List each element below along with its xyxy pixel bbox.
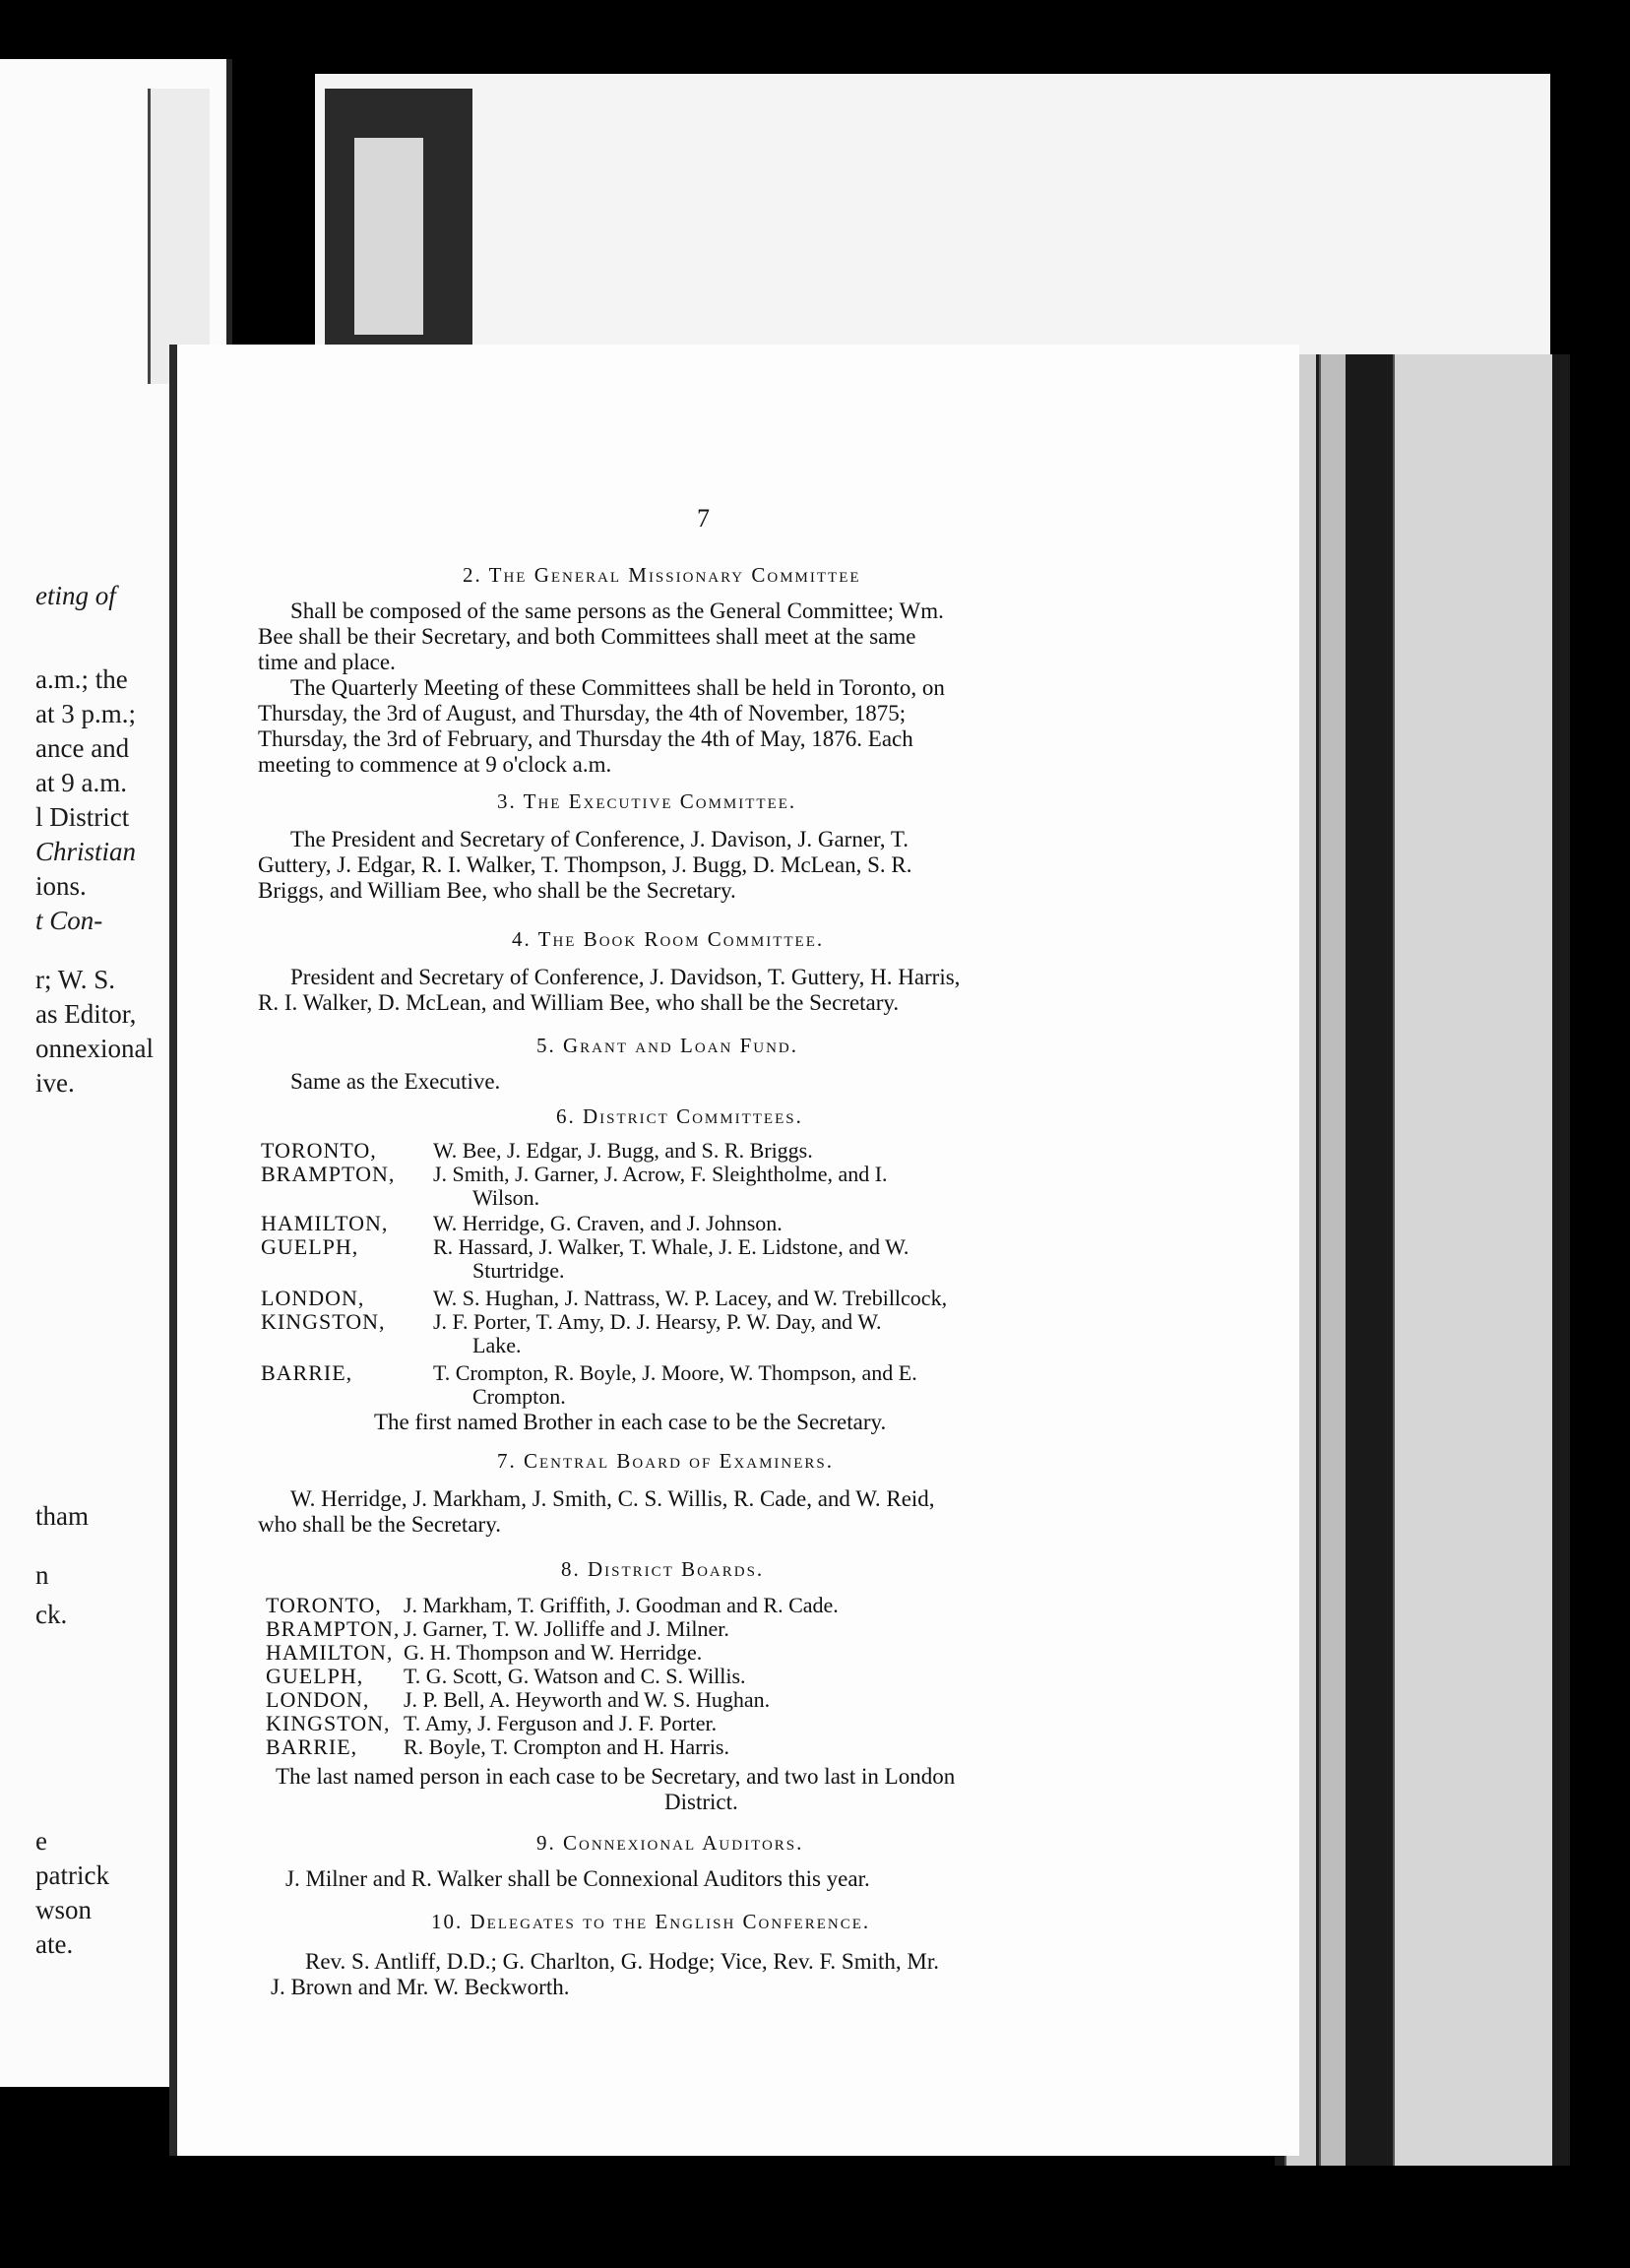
district-members: W. Bee, J. Edgar, J. Bugg, and S. R. Briggs. (433, 1138, 813, 1163)
text-line: Shall be composed of the same persons as the General Committee; Wm. (290, 598, 944, 623)
text-line: R. I. Walker, D. McLean, and William Bee, who shall be the Secretary. (258, 990, 900, 1015)
text-line: The Quarterly Meeting of these Committees shall be held in Toronto, on (290, 675, 945, 700)
section-heading: 6. District Committees. (556, 1104, 803, 1128)
text-line: J. Milner and R. Walker shall be Connexional Auditors this year. (285, 1866, 870, 1891)
left-fragment: at 3 p.m.; (35, 699, 136, 728)
main-page (169, 345, 1299, 2156)
district-members-continuation: Wilson. (472, 1185, 540, 1210)
district-members: J. F. Porter, T. Amy, D. J. Hearsy, P. W. Day, and W. (433, 1309, 882, 1334)
district-name: KINGSTON, (261, 1309, 386, 1334)
left-fragment: ate. (35, 1929, 74, 1959)
district-members-continuation: Lake. (472, 1333, 522, 1357)
left-fragment: ive. (35, 1068, 75, 1098)
district-name: HAMILTON, (261, 1211, 389, 1235)
left-fragment: at 9 a.m. (35, 768, 127, 797)
district-name: BRAMPTON, (266, 1616, 401, 1641)
section-heading: 2. The General Missionary Committee (463, 563, 861, 587)
district-members: R. Hassard, J. Walker, T. Whale, J. E. Lidstone, and W. (433, 1234, 909, 1259)
district-name: TORONTO, (266, 1593, 382, 1617)
district-members: J. Smith, J. Garner, J. Acrow, F. Sleightholme, and I. (433, 1162, 888, 1186)
section-note: The first named Brother in each case to be the Secretary. (374, 1410, 887, 1434)
section-heading: 9. Connexional Auditors. (536, 1831, 804, 1855)
text-line: Guttery, J. Edgar, R. I. Walker, T. Thompson, J. Bugg, D. McLean, S. R. (258, 852, 912, 877)
district-board-row (266, 1711, 717, 1735)
section-heading: 3. The Executive Committee. (497, 789, 797, 813)
left-fragment: l District (35, 802, 130, 832)
left-fragment: ck. (35, 1600, 68, 1629)
district-committee-row (261, 1360, 917, 1385)
left-fragment: patrick (35, 1860, 109, 1890)
page-number: 7 (697, 504, 710, 533)
district-members: R. Boyle, T. Crompton and H. Harris. (404, 1734, 729, 1759)
section-heading: 7. Central Board of Examiners. (497, 1449, 835, 1473)
text-line: Same as the Executive. (290, 1069, 501, 1094)
district-name: HAMILTON, (266, 1640, 394, 1665)
left-fragment: wson (35, 1895, 93, 1924)
district-committee-row (261, 1162, 888, 1186)
text-line: J. Brown and Mr. W. Beckworth. (271, 1975, 570, 1999)
left-fragment: eting of (35, 581, 116, 610)
district-name: LONDON, (266, 1687, 370, 1712)
district-board-row (266, 1687, 770, 1712)
left-fragment: n (35, 1560, 49, 1590)
district-members-continuation: Sturtridge. (472, 1258, 565, 1283)
text-line: President and Secretary of Conference, J. Davidson, T. Guttery, H. Harris, (290, 965, 961, 989)
district-committee-row (261, 1309, 882, 1334)
text-line: meeting to commence at 9 o'clock a.m. (258, 752, 612, 777)
text-line: Thursday, the 3rd of February, and Thursday the 4th of May, 1876. Each (258, 726, 913, 751)
district-members: G. H. Thompson and W. Herridge. (404, 1640, 703, 1665)
district-members: W. S. Hughan, J. Nattrass, W. P. Lacey, and W. Trebillcock, (433, 1286, 948, 1310)
left-page-fold (148, 89, 210, 384)
left-fragment: tham (35, 1501, 89, 1531)
text-line: Thursday, the 3rd of August, and Thursday, the 4th of November, 1875; (258, 701, 907, 725)
district-name: TORONTO, (261, 1138, 377, 1163)
text-line: time and place. (258, 650, 396, 674)
section-heading: 5. Grant and Loan Fund. (536, 1034, 798, 1057)
left-fragment: onnexional (35, 1034, 154, 1063)
text-line: W. Herridge, J. Markham, J. Smith, C. S. Willis, R. Cade, and W. Reid, (290, 1486, 935, 1511)
district-committee-row (261, 1211, 783, 1235)
top-page-background (315, 74, 1550, 369)
page-edge-sheet (1319, 354, 1346, 2166)
district-members: T. Amy, J. Ferguson and J. F. Porter. (404, 1711, 718, 1735)
section-note: The last named person in each case to be Secretary, and two last in London (276, 1764, 956, 1789)
left-fragment: a.m.; the (35, 664, 128, 694)
district-committee-row (261, 1234, 909, 1259)
district-name: BARRIE, (266, 1734, 358, 1759)
section-note: District. (664, 1790, 738, 1814)
district-board-row (266, 1734, 729, 1759)
page-edges (1275, 354, 1570, 2166)
district-members: J. P. Bell, A. Heyworth and W. S. Hughan. (404, 1687, 771, 1712)
district-committee-row (261, 1286, 947, 1310)
text-line: who shall be the Secretary. (258, 1512, 501, 1537)
district-committee-row (261, 1138, 813, 1163)
district-board-row (266, 1593, 839, 1617)
left-fragment: e (35, 1826, 47, 1856)
district-board-row (266, 1616, 729, 1641)
section-heading: 10. Delegates to the English Conference. (431, 1910, 871, 1933)
left-fragment: ance and (35, 733, 130, 763)
district-members: J. Garner, T. W. Jolliffe and J. Milner. (404, 1616, 729, 1641)
left-fragment: as Editor, (35, 999, 137, 1029)
district-members: T. Crompton, R. Boyle, J. Moore, W. Thompson, and E. (433, 1360, 917, 1385)
left-fragment: t Con- (35, 906, 103, 935)
district-name: GUELPH, (266, 1664, 364, 1688)
book-spine-highlight (354, 138, 423, 335)
page-edge-sheet (1393, 354, 1552, 2166)
text-line: Briggs, and William Bee, who shall be the Secretary. (258, 878, 736, 903)
left-fragment: r; W. S. (35, 965, 116, 994)
district-members-continuation: Crompton. (472, 1384, 566, 1409)
text-line: Rev. S. Antliff, D.D.; G. Charlton, G. Hodge; Vice, Rev. F. Smith, Mr. (305, 1949, 939, 1974)
district-name: BARRIE, (261, 1360, 353, 1385)
left-fragment: ions. (35, 871, 87, 901)
district-name: BRAMPTON, (261, 1162, 396, 1186)
district-members: J. Markham, T. Griffith, J. Goodman and R. Cade. (404, 1593, 839, 1617)
text-line: Bee shall be their Secretary, and both Committees shall meet at the same (258, 624, 916, 649)
district-members: W. Herridge, G. Craven, and J. Johnson. (433, 1211, 783, 1235)
district-members: T. G. Scott, G. Watson and C. S. Willis. (404, 1664, 746, 1688)
section-heading: 8. District Boards. (561, 1557, 765, 1581)
district-board-row (266, 1640, 702, 1665)
left-fragment: Christian (35, 837, 137, 866)
district-name: KINGSTON, (266, 1711, 391, 1735)
district-board-row (266, 1664, 746, 1688)
text-line: The President and Secretary of Conference, J. Davison, J. Garner, T. (290, 827, 909, 851)
section-heading: 4. The Book Room Committee. (512, 927, 825, 951)
district-name: GUELPH, (261, 1234, 359, 1259)
district-name: LONDON, (261, 1286, 365, 1310)
